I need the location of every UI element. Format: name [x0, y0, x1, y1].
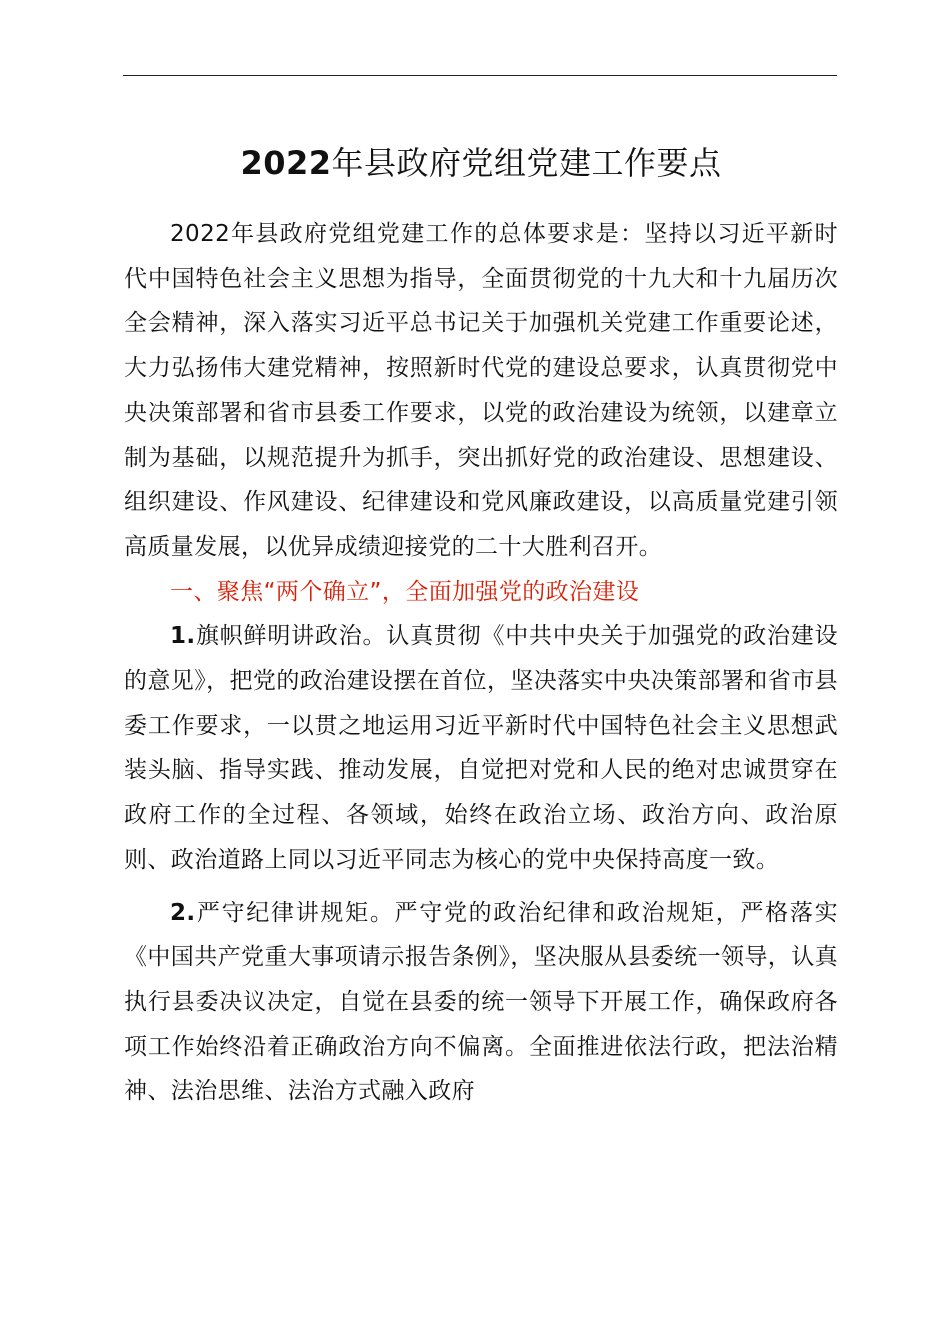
item-number-2: 2. — [170, 899, 196, 926]
header-rule — [123, 75, 837, 76]
item-number-1: 1. — [170, 623, 196, 650]
title-year: 2022 — [240, 144, 332, 182]
section-heading-1: 一、聚焦“两个确立”，全面加强党的政治建设 — [170, 578, 640, 605]
item-paragraph-1 — [124, 614, 838, 882]
item-paragraph-2 — [124, 891, 838, 1115]
title-text: 年县政府党组党建工作要点 — [331, 144, 722, 182]
intro-paragraph: 2022年县政府党组党建工作的总体要求是：坚持以习近平新时代中国特色社会主义思想为指导，全面贯彻党的十九大和十九届历次全会精神，深入落实习近平总书记关于加强机关党建工作重要论述，大力弘扬伟大建党精神，按照新时代党的建设总要求，认真贯彻党中央决策部署和省市县委工作要求，以党的政治建设为统领，以建章立制为基础，以规范提升为抓手，突出抓好党的政治建设、思想建设、组织建设、作风建设、纪律建设和党风廉政建设，以高质量党建引领高质量发展，以优异成绩迎接党的二十大胜利召开。 — [124, 221, 838, 560]
item-text-1: 旗帜鲜明讲政治。认真贯彻《中共中央关于加强党的政治建设的意见》，把党的政治建设摆在首位，坚决落实中央决策部署和省市县委工作要求，一以贯之地运用习近平新时代中国特色社会主义思想武装头脑、指导实践、推动发展，自觉把对党和人民的绝对忠诚贯穿在政府工作的全过程、各领域，始终在政治立场、政治方向、政治原则、政治道路上同以习近平同志为核心的党中央保持高度一致。 — [124, 623, 838, 873]
item-text-2: 严守纪律讲规矩。严守党的政治纪律和政治规矩，严格落实《中国共产党重大事项请示报告条例》，坚决服从县委统一领导，认真执行县委决议决定，自觉在县委的统一领导下开展工作，确保政府各项工作始终沿着正确政治方向不偏离。全面推进依法行政，把法治精神、法治思维、法治方式融入政府 — [124, 899, 838, 1105]
document-title — [124, 140, 838, 186]
document-page — [124, 140, 838, 1114]
